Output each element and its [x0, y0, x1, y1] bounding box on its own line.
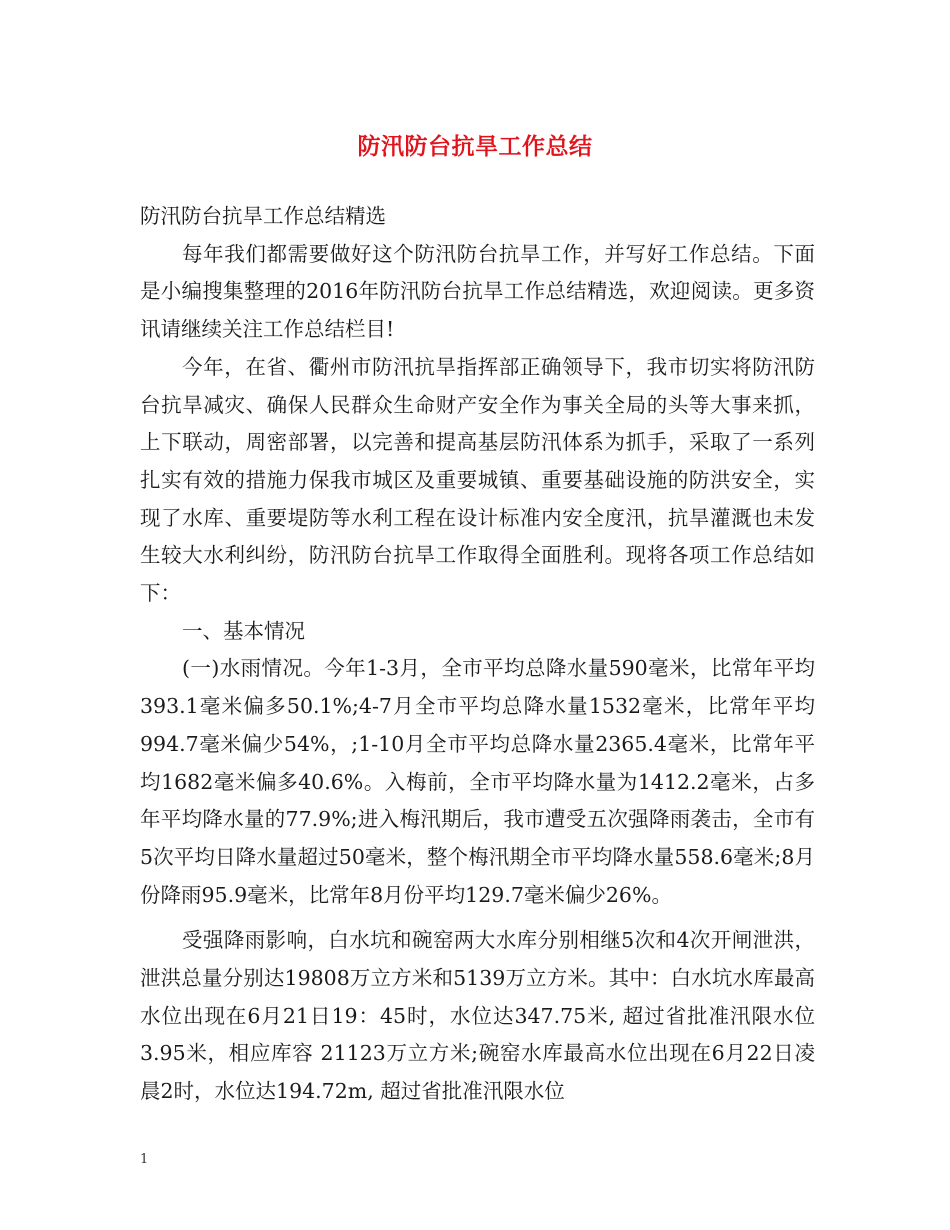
rainfall-paragraph: (一)水雨情况。今年1-3月，全市平均总降水量590毫米，比常年平均393.1毫米偏多50.1%;4-7月全市平均总降水量1532毫米，比常年平均994.7毫米偏少54%，;1-10月全市平均总降水量2365.4毫米，比常年平均1682毫米偏多40.6%。入梅前，全市平均降水量为1412.2毫米，占多年平均降水量的77.9%;进入梅汛期后，我市遭受五次强降雨袭击，全市有5次平均日降水量超过50毫米，整个梅汛期全市平均降水量558.6毫米;8月份降雨95.9毫米，比常年8月份平均129.7毫米偏少26%。: [140, 656, 815, 907]
document-body: [140, 198, 815, 1111]
intro-paragraph: 每年我们都需要做好这个防汛防台抗旱工作，并写好工作总结。下面是小编搜集整理的2016年防汛防台抗旱工作总结精选，欢迎阅读。更多资讯请继续关注工作总结栏目!: [140, 241, 815, 342]
document-title: 防汛防台抗旱工作总结: [357, 134, 593, 160]
subtitle-paragraph: 防汛防台抗旱工作总结精选: [140, 204, 386, 228]
page-number: 1: [140, 1152, 149, 1167]
reservoir-paragraph: 受强降雨影响，白水坑和碗窑两大水库分别相继5次和4次开闸泄洪，泄洪总量分别达19808万立方米和5139万立方米。其中：白水坑水库最高水位出现在6月21日19：45时，水位达347.75米, 超过省批准汛限水位3.95米，相应库容 21123万立方米;碗窑水库最高水位出现在6月22日凌晨2时，水位达194.72m, 超过省批准汛限水位: [140, 928, 815, 1104]
section-heading: 一、基本情况: [182, 618, 305, 643]
overview-paragraph: 今年，在省、衢州市防汛抗旱指挥部正确领导下，我市切实将防汛防台抗旱减灾、确保人民群众生命财产安全作为事关全局的头等大事来抓，上下联动，周密部署，以完善和提高基层防汛体系为抓手，采取了一系列扎实有效的措施力保我市城区及重要城镇、重要基础设施的防洪安全，实现了水库、重要堤防等水利工程在设计标准内安全度汛，抗旱灌溉也未发生较大水利纠纷，防汛防台抗旱工作取得全面胜利。现将各项工作总结如下：: [140, 354, 815, 606]
